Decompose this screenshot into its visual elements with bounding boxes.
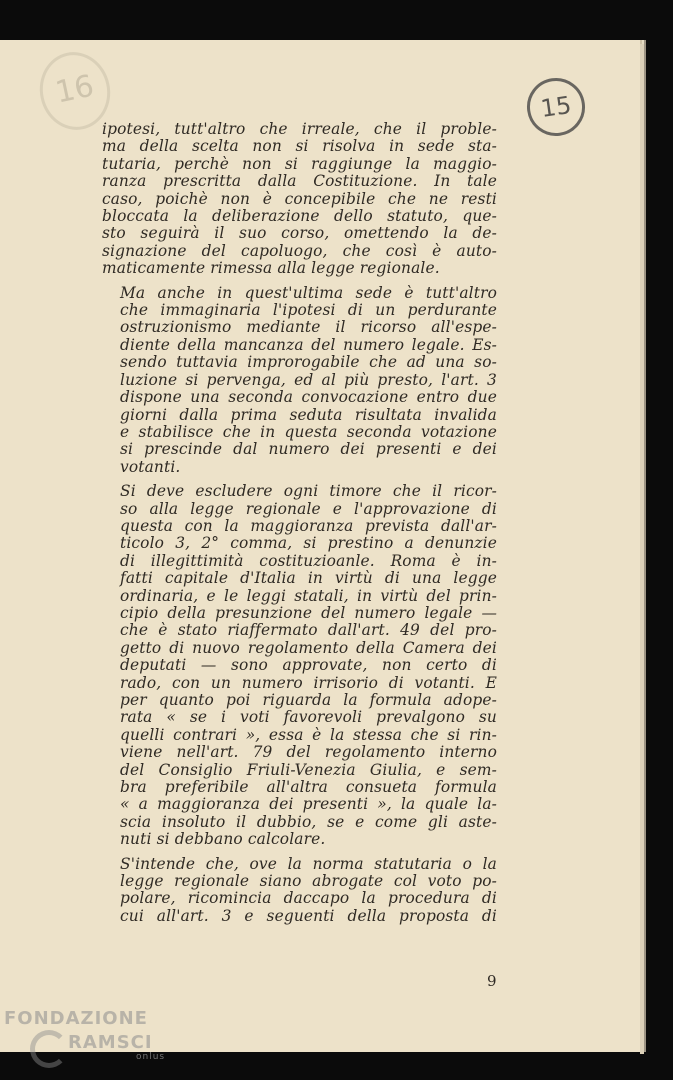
text-line: nuti si debbano calcolare. (120, 830, 326, 849)
text-line: quelli contrari », essa è la stessa che si rin- (120, 725, 497, 744)
text-line: rado, con un numero irrisorio di votanti. E (120, 673, 497, 692)
text-line: scia insoluto il dubbio, se e come gli aste- (120, 812, 497, 831)
text-line: giorni dalla prima seduta risultata invalida (120, 405, 497, 424)
text-line: tutaria, perchè non si raggiunge la maggio- (102, 154, 497, 173)
text-line: sto seguirà il suo corso, omettendo la de- (102, 224, 497, 243)
watermark-suffix: onlus (136, 1052, 166, 1062)
text-line: caso, poichè non è concepibile che ne resti (102, 189, 497, 208)
stamp-number: 15 (538, 91, 574, 123)
paragraph (102, 285, 497, 476)
text-line: che è stato riaffermato dall'art. 49 del pro- (120, 621, 497, 640)
text-line: luzione si pervenga, ed al più presto, l'art. 3 (120, 370, 497, 389)
text-line: di illegittimità costituzioanle. Roma è in- (120, 551, 497, 570)
watermark-logo-icon (30, 1030, 68, 1068)
text-line: diente della mancanza del numero legale. Es- (120, 335, 497, 354)
text-line: polare, ricomincia daccapo la procedura di (120, 889, 497, 908)
text-line: ranza prescritta dalla Costituzione. In tale (102, 172, 497, 191)
text-line: per quanto poi riguarda la formula adope- (120, 691, 497, 709)
text-line: « a maggioranza dei presenti », la quale la- (120, 795, 497, 814)
text-line: viene nell'art. 79 del regolamento interno (120, 743, 497, 762)
page-edge (640, 44, 644, 1054)
text-line: cui all'art. 3 e seguenti della proposta di (120, 906, 497, 925)
text-line: questa con la maggioranza prevista dall'ar- (120, 516, 497, 535)
text-line: ordinaria, e le leggi statali, in virtù del prin- (120, 586, 497, 605)
paragraph (102, 483, 497, 849)
text-line: maticamente rimessa alla legge regionale. (102, 259, 440, 278)
stamp-number: 16 (52, 68, 98, 111)
text-line: bra preferibile all'altra consueta formula (120, 778, 497, 797)
page-number: 9 (487, 972, 497, 990)
text-line: ticolo 3, 2° comma, si prestino a denunzie (120, 534, 497, 553)
text-line: bloccata la deliberazione dello statuto, que- (102, 207, 497, 226)
text-line: dispone una seconda convocazione entro due (120, 388, 497, 407)
text-line: ipotesi, tutt'altro che irreale, che il proble- (102, 120, 497, 138)
text-line: signazione del capoluogo, che così è auto- (102, 241, 497, 260)
text-line: sendo tuttavia improrogabile che ad una so- (120, 353, 497, 372)
watermark-line1: FONDAZIONE (4, 1008, 148, 1029)
text-line: fatti capitale d'Italia in virtù di una legge (120, 569, 497, 588)
paragraph (102, 856, 497, 926)
body-text (102, 121, 497, 932)
text-line: deputati — sono approvate, non certo di (120, 656, 497, 675)
text-line: ostruzionismo mediante il ricorso all'espe- (120, 318, 497, 337)
text-line: e stabilisce che in questa seconda votazione (120, 422, 497, 441)
text-line: votanti. (120, 457, 181, 476)
text-line: legge regionale siano abrogate col voto po- (120, 872, 497, 891)
text-line: getto di nuovo regolamento della Camera dei (120, 638, 497, 657)
text-line: so alla legge regionale e l'approvazione di (120, 499, 497, 518)
text-line: rata « se i voti favorevoli prevalgono su (120, 708, 497, 727)
paragraph (102, 121, 497, 278)
text-line: che immaginaria l'ipotesi di un perdurante (120, 301, 497, 320)
text-line: si prescinde dal numero dei presenti e dei (120, 440, 497, 459)
watermark-line2: RAMSCI (68, 1032, 153, 1053)
text-line: del Consiglio Friuli-Venezia Giulia, e sem- (120, 760, 497, 779)
watermark (4, 1008, 166, 1062)
text-line: Ma anche in quest'ultima sede è tutt'altro (120, 283, 497, 302)
text-line: cipio della presunzione del numero legale — (120, 603, 497, 622)
text-line: Si deve escludere ogni timore che il ricor- (120, 482, 497, 501)
text-line: ma della scelta non si risolva in sede sta- (102, 137, 497, 156)
text-line: S'intende che, ove la norma statutaria o la (120, 854, 497, 873)
